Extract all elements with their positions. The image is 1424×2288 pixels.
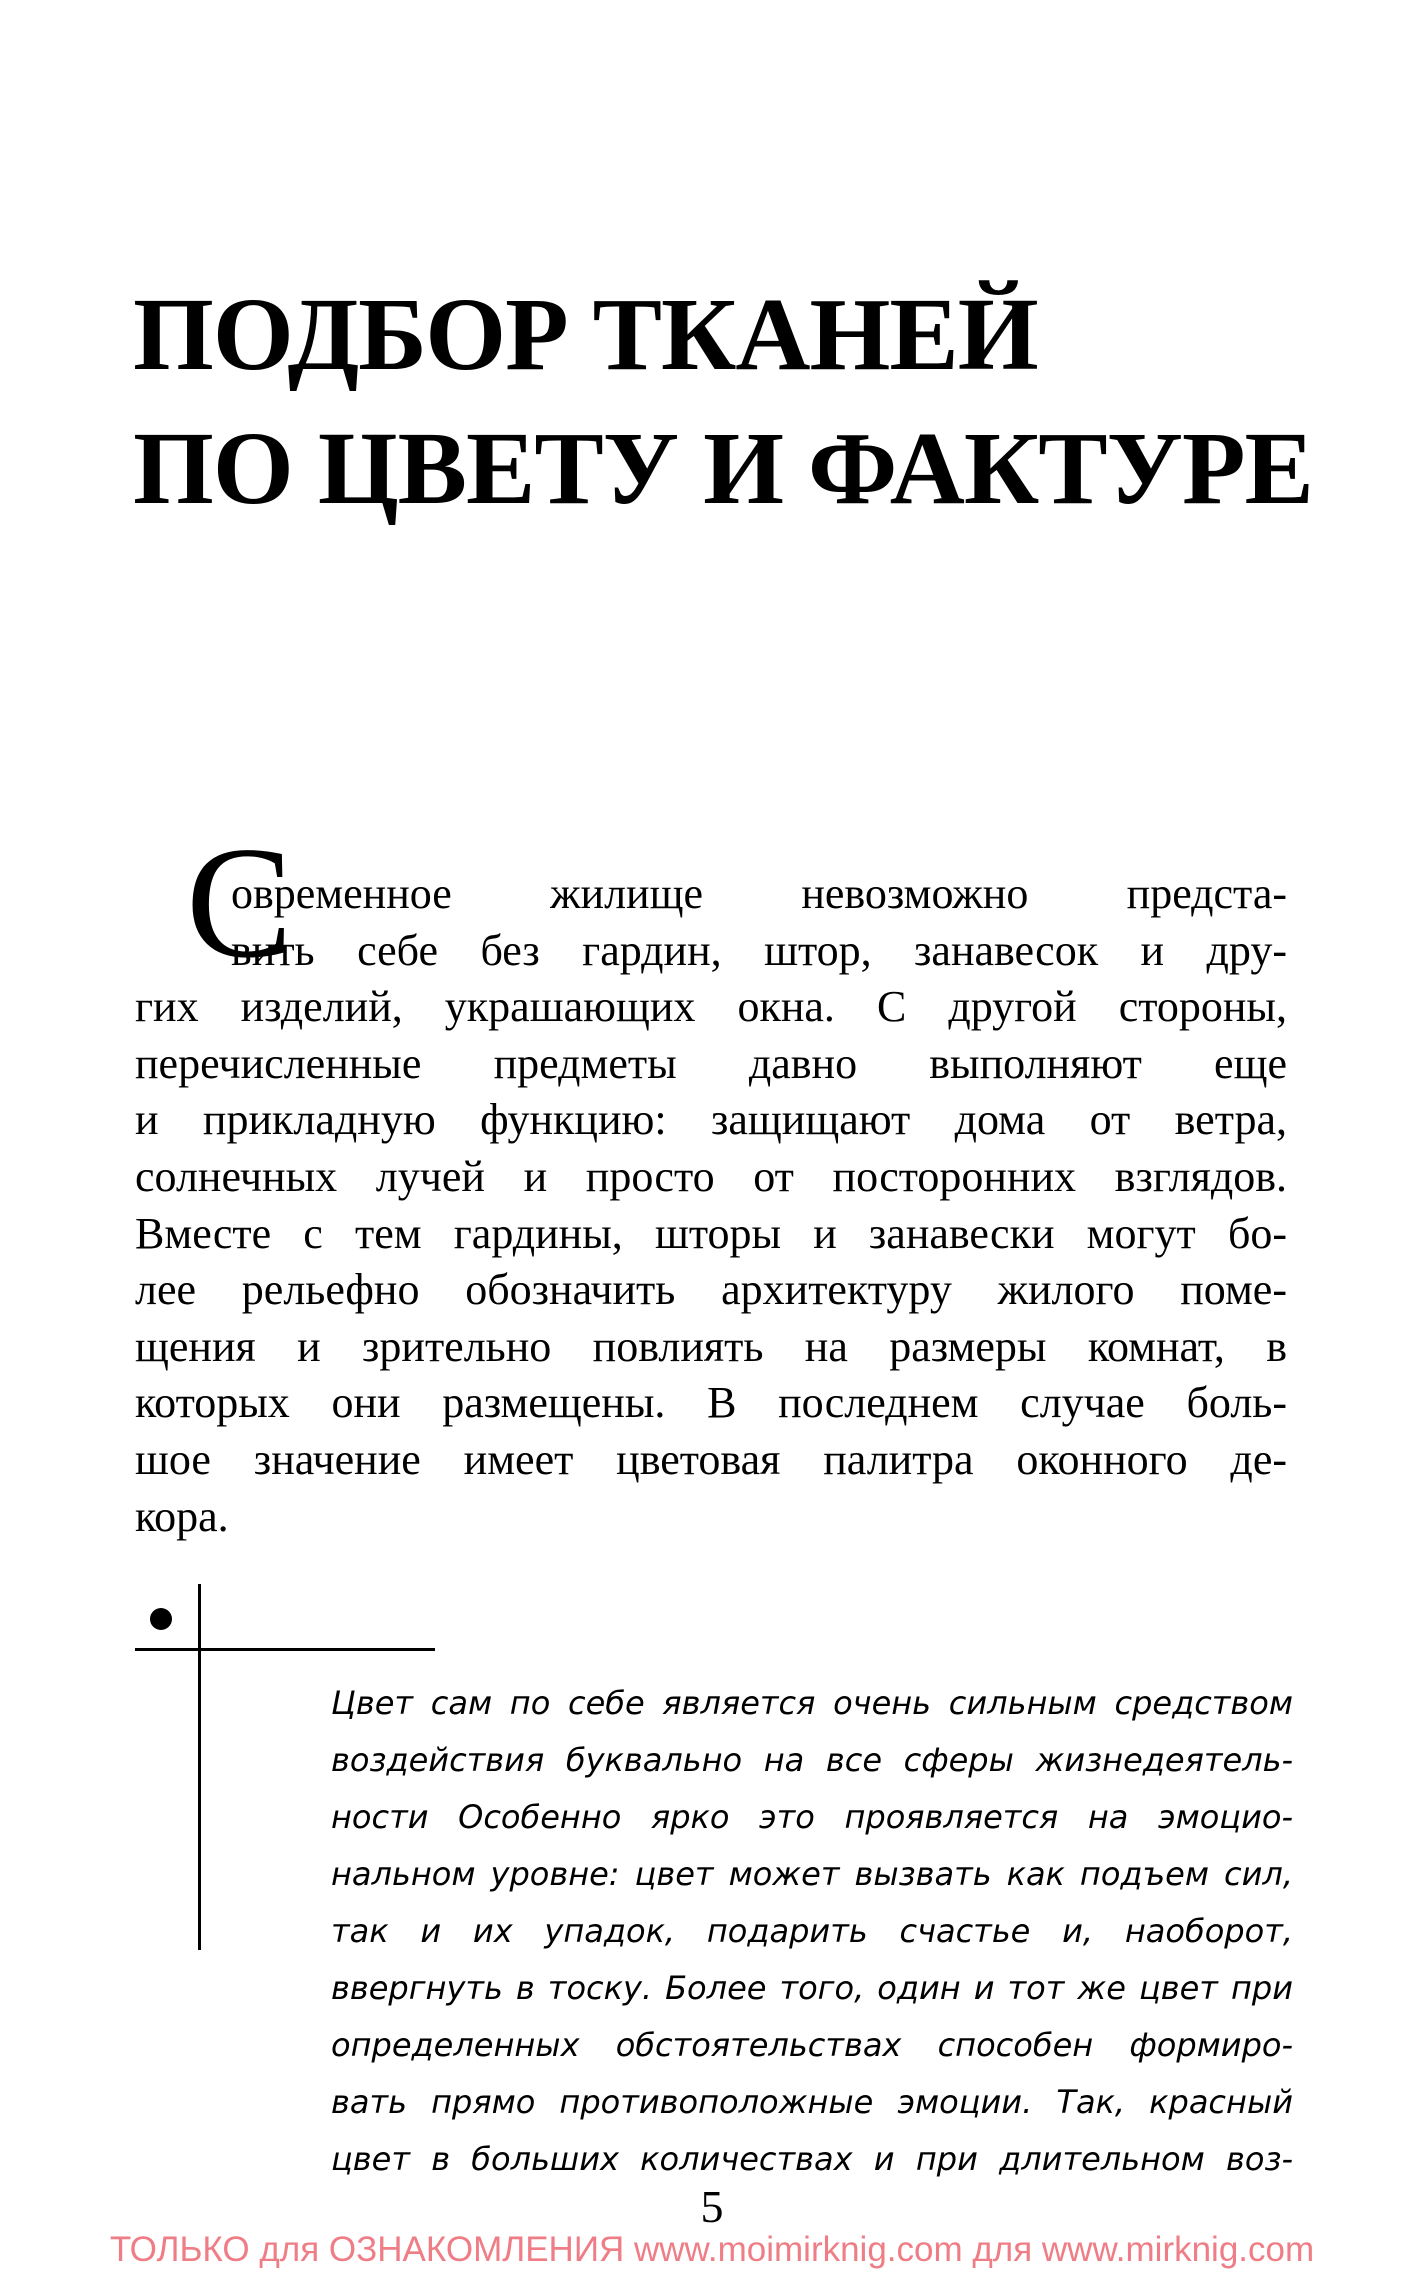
paragraph-line: которых они размещены. В последнем случае боль- [135, 1378, 1287, 1428]
aside-line: цвет в больших количествах и при длительном воз- [331, 2140, 1293, 2178]
paragraph-line: щения и зрительно повлиять на размеры комнат, в [135, 1321, 1287, 1371]
sidebar-vertical-rule [198, 1584, 201, 1950]
aside-note [331, 1675, 1293, 2188]
chapter-title [133, 268, 1333, 536]
paragraph-line: Вместе с тем гардины, шторы и занавески могут бо- [135, 1208, 1287, 1258]
paragraph-line: шое значение имеет цветовая палитра оконного де- [135, 1434, 1287, 1484]
intro-paragraph [135, 866, 1287, 1545]
paragraph-line: вить себе без гардин, штор, занавесок и дру- [231, 925, 1287, 975]
chapter-title-line-1: ПОДБОР ТКАНЕЙ [133, 277, 1038, 392]
drop-cap: С [186, 813, 293, 991]
paragraph-line: и прикладную функцию: защищают дома от ветра, [135, 1095, 1287, 1145]
paragraph-line: солнечных лучей и просто от посторонних взглядов. [135, 1151, 1287, 1201]
aside-line: воздействия буквально на все сферы жизнедеятель- [331, 1741, 1293, 1779]
page-number: 5 [700, 2181, 724, 2232]
aside-line: ности Особенно ярко это проявляется на эмоцио- [331, 1798, 1293, 1836]
paragraph-line: гих изделий, украшающих окна. С другой стороны, [135, 982, 1287, 1032]
watermark-text: ТОЛЬКО для ОЗНАКОМЛЕНИЯ www.moimirknig.com для www.mirknig.com [109, 2230, 1315, 2269]
aside-line: нальном уровне: цвет может вызвать как подъем сил, [331, 1855, 1293, 1893]
paragraph-line: перечисленные предметы давно выполняют еще [135, 1038, 1287, 1088]
chapter-title-line-2: ПО ЦВЕТУ И ФАКТУРЕ [133, 411, 1313, 526]
aside-line: так и их упадок, подарить счастье и, наоборот, [331, 1912, 1293, 1950]
paragraph-line: кора. [135, 1491, 229, 1541]
aside-line: вать прямо противоположные эмоции. Так, красный [331, 2083, 1293, 2121]
bullet-dot-icon [150, 1608, 172, 1630]
paragraph-line: лее рельефно обозначить архитектуру жилого поме- [135, 1265, 1287, 1315]
aside-line: Цвет сам по себе является очень сильным средством [331, 1684, 1293, 1722]
paragraph-line: овременное жилище невозможно предста- [231, 869, 1287, 918]
sidebar-horizontal-rule [135, 1648, 435, 1651]
aside-line: ввергнуть в тоску. Более того, один и тот же цвет при [331, 1969, 1293, 2007]
aside-line: определенных обстоятельствах способен формиро- [331, 2026, 1293, 2064]
